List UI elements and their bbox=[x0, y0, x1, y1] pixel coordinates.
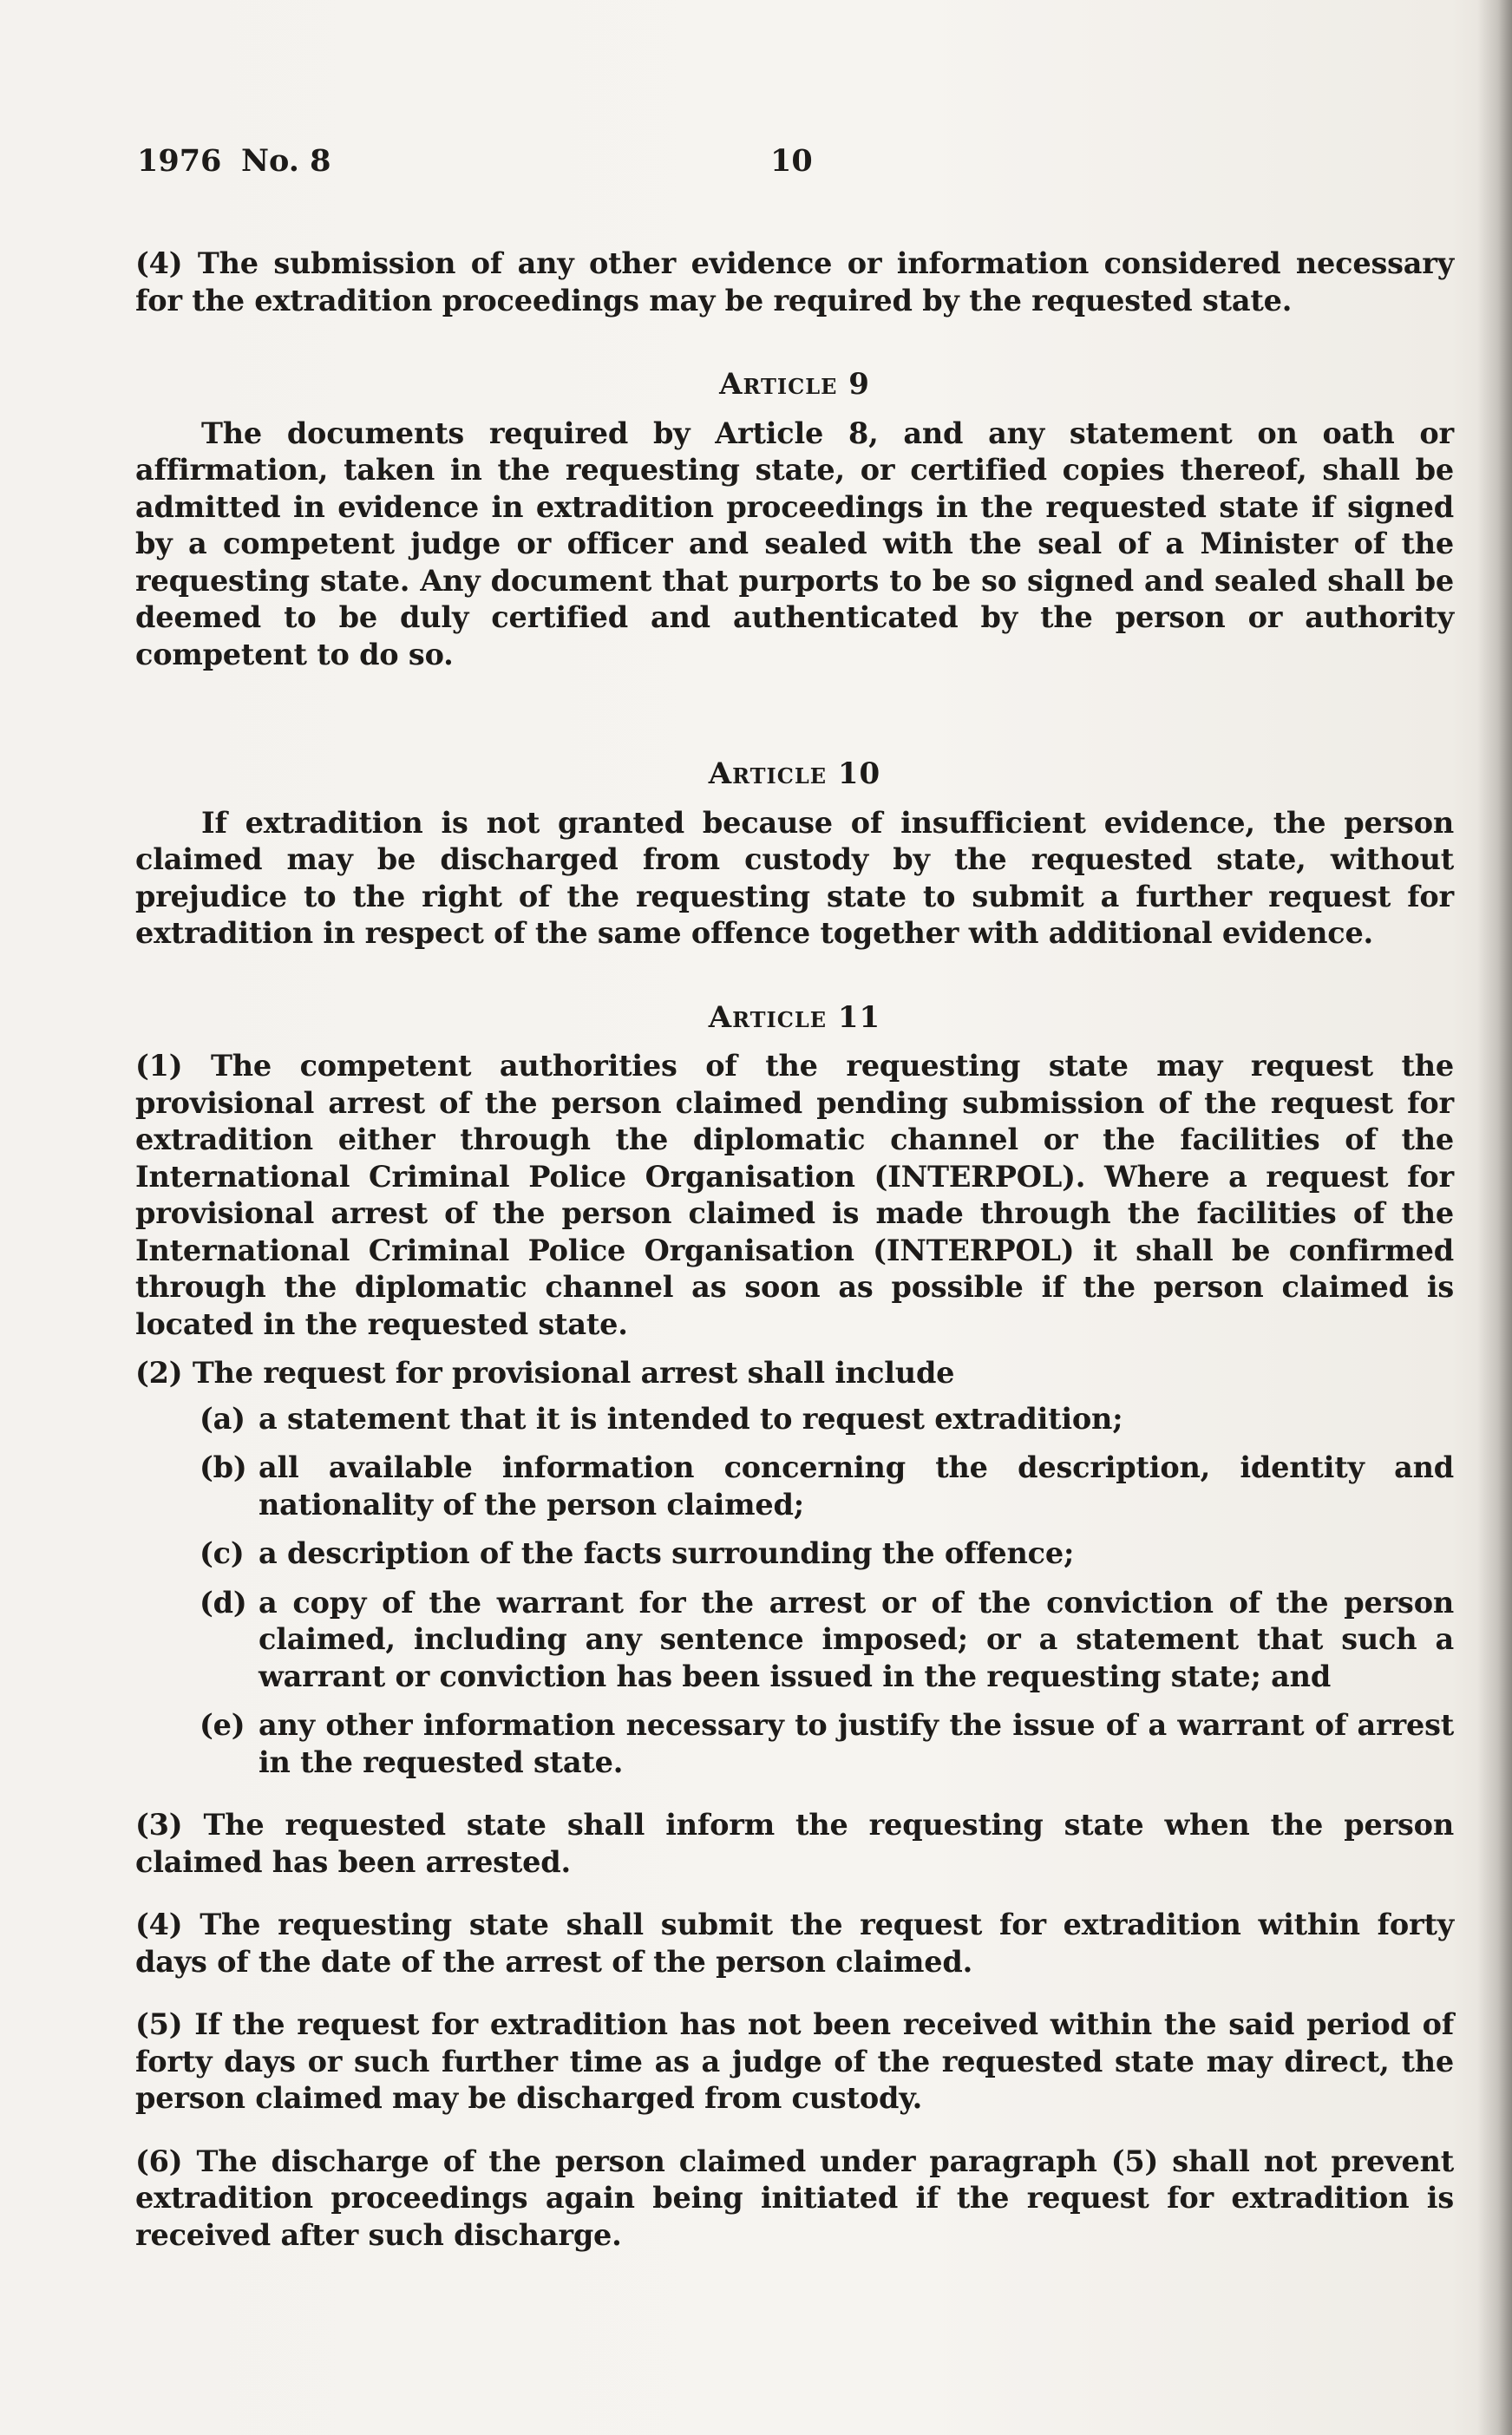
list-item bbox=[135, 1401, 1454, 1438]
article-11-paragraph-2-intro: (2) The request for provisional arrest shall include bbox=[135, 1356, 955, 1390]
article-9-text: The documents required by Article 8, and any statement on oath or affirmation, taken in the requesting state, or certified copies thereof, shall be admitted in evidence in extradition proceedings in the requested state if signed by a competent judge or officer and sealed with the seal of a Minister of the requesting state. Any document that purports to be so signed and sealed shall be deemed to be duly certified and authenticated by the person or authority competent to do so. bbox=[135, 416, 1454, 671]
document-body bbox=[135, 245, 1454, 2254]
article-11-paragraph-3: (3) The requested state shall inform the requesting state when the person claimed has been arrested. bbox=[135, 1808, 1454, 1879]
list-item-text: all available information concerning the description, identity and nationality of the person claimed; bbox=[259, 1450, 1454, 1522]
header-year: 1976 bbox=[137, 143, 222, 179]
article-8-paragraph-4: (4) The submission of any other evidence or information considered necessary for the extradition proceedings may be required by the requested state. bbox=[135, 246, 1454, 317]
page-binding-shadow bbox=[1477, 0, 1512, 2435]
list-item-text: a description of the facts surrounding the offence; bbox=[259, 1536, 1075, 1570]
list-item-label: (e) bbox=[200, 1708, 245, 1742]
list-item-text: a statement that it is intended to request extradition; bbox=[259, 1401, 1123, 1436]
list-item-label: (c) bbox=[200, 1536, 245, 1570]
article-11-paragraph-1: (1) The competent authorities of the requesting state may request the provisional arrest of the person claimed pending submission of the request for extradition either through the diplomatic channel or the facilities of the International Criminal Police Organisation (INTERPOL). Where a request for provisional arrest of the person claimed is made through the facilities of the International Criminal Police Organisation (INTERPOL) it shall be confirmed through the diplomatic channel as soon as possible if the person claimed is located in the requested state. bbox=[135, 1049, 1454, 1341]
article-9-heading: Article 9 bbox=[719, 367, 870, 402]
list-item-text: any other information necessary to justify the issue of a warrant of arrest in the requested state. bbox=[259, 1708, 1454, 1779]
list-item bbox=[135, 1585, 1454, 1696]
list-item bbox=[135, 1535, 1454, 1573]
article-10-heading: Article 10 bbox=[708, 756, 881, 791]
list-item-label: (d) bbox=[200, 1585, 247, 1620]
provisional-arrest-requirements-list bbox=[135, 1401, 1454, 1782]
article-11-paragraph-4: (4) The requesting state shall submit the request for extradition within forty days of the date of the arrest of the person claimed. bbox=[135, 1908, 1454, 1979]
article-10-text: If extradition is not granted because of insufficient evidence, the person claimed may be discharged from custody by the requested state, without prejudice to the right of the requesting state to submit a further request for extradition in respect of the same offence together with additional evidence. bbox=[135, 805, 1454, 950]
list-item bbox=[135, 1450, 1454, 1523]
list-item-label: (a) bbox=[200, 1401, 245, 1436]
list-item-text: a copy of the warrant for the arrest or of the conviction of the person claimed, including any sentence imposed; or a statement that such a warrant or conviction has been issued in the requesting state; and bbox=[259, 1585, 1454, 1693]
article-11-paragraph-5: (5) If the request for extradition has not been received within the said period of forty days or such further time as a judge of the requested state may direct, the person claimed may be discharged from custody. bbox=[135, 2007, 1454, 2115]
page-number: 10 bbox=[770, 143, 813, 179]
article-11-heading: Article 11 bbox=[708, 999, 881, 1035]
list-item-label: (b) bbox=[200, 1450, 247, 1484]
list-item bbox=[135, 1707, 1454, 1781]
article-11-paragraph-6: (6) The discharge of the person claimed under paragraph (5) shall not prevent extradition proceedings again being initiated if the request for extradition is received after such discharge. bbox=[135, 2144, 1454, 2252]
header-number: No. 8 bbox=[241, 143, 331, 179]
